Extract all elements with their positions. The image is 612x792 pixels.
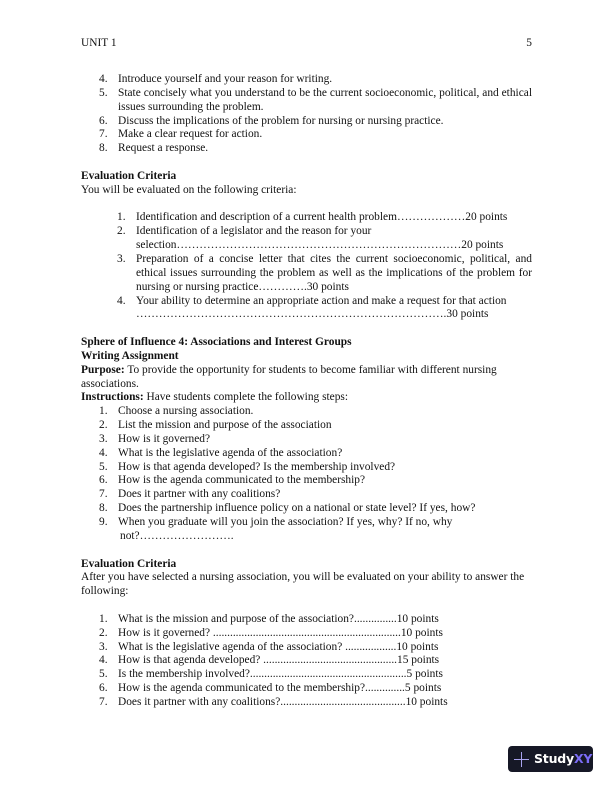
- plus-icon: [514, 752, 529, 767]
- section-heading-evaluation-criteria: Evaluation Criteria: [81, 169, 177, 182]
- section-heading-evaluation-criteria-2: Evaluation Criteria: [81, 557, 177, 570]
- page-content: [81, 73, 532, 710]
- evaluation-criteria-list-2: [81, 613, 532, 710]
- evaluation-intro-2: After you have selected a nursing association, you will be evaluated on your ability to answer the following:: [81, 571, 525, 598]
- list-item: 9. When you graduate will you join the association? If yes, why? If no, why not?…………………….: [99, 516, 453, 542]
- list-item: 7. Does it partner with any coalitions?............................................10 points: [99, 695, 448, 708]
- list-item: 4. Introduce yourself and your reason for writing.: [99, 73, 333, 85]
- running-title: UNIT 1: [81, 37, 117, 49]
- list-item: 3. What is the legislative agenda of the association? ..................10 points: [99, 640, 439, 653]
- list-item: 2. List the mission and purpose of the association: [99, 419, 332, 432]
- studyxy-watermark-badge[interactable]: [508, 746, 593, 772]
- list-item: 6. How is the agenda communicated to the membership?..............5 points: [99, 682, 442, 695]
- page-number: 5: [526, 37, 532, 49]
- brand-name: Study: [534, 751, 574, 767]
- list-item: 4. Your ability to determine an appropriate action and make a request for that action ……………………………………………………………………….30 points: [117, 294, 507, 321]
- list-item: 1. Choose a nursing association.: [99, 405, 254, 418]
- purpose-text: To provide the opportunity for students to become familiar with different nursing associations.: [81, 363, 497, 390]
- letter-steps-list: [81, 73, 532, 156]
- list-item: 3. Preparation of a concise letter that cites the current socioeconomic, political, and ethical issues surrounding the problem as well as the implications of the problem for nursing or nursing practice………….30 points: [117, 252, 532, 293]
- section-subtitle-writing-assignment: Writing Assignment: [81, 349, 179, 362]
- list-item: 2. Identification of a legislator and the reason for your selection…………………………………………………………………20 points: [117, 225, 504, 252]
- list-item: 7. Does it partner with any coalitions?: [99, 488, 281, 501]
- list-item: 6. Discuss the implications of the problem for nursing or nursing practice.: [99, 114, 444, 127]
- list-item: 2. How is it governed? ..................................................................10 points: [99, 626, 443, 639]
- list-item: 8. Request a response.: [99, 142, 209, 155]
- evaluation-criteria-list: [81, 211, 532, 322]
- list-item: 7. Make a clear request for action.: [99, 128, 263, 141]
- instructions-label: Instructions:: [81, 391, 144, 404]
- list-item: 4. What is the legislative agenda of the association?: [99, 446, 343, 459]
- list-item: 5. State concisely what you understand to be the current socioeconomic, political, and ethical issues surrounding the problem.: [99, 86, 532, 113]
- list-item: 5. Is the membership involved?.......................................................5 points: [99, 668, 443, 681]
- brand-accent: XY: [573, 751, 593, 767]
- list-item: 5. How is that agenda developed? Is the membership involved?: [99, 460, 396, 473]
- list-item: 6. How is the agenda communicated to the membership?: [99, 474, 366, 487]
- list-item: 1. Identification and description of a current health problem………………20 points: [117, 211, 508, 224]
- list-item: 4. How is that agenda developed? ...............................................15 points: [99, 654, 440, 667]
- association-steps-list: [81, 405, 532, 543]
- list-item: 3. How is it governed?: [99, 432, 211, 445]
- instructions-text: Have students complete the following steps:: [143, 391, 349, 404]
- instructions-paragraph: [81, 391, 532, 405]
- section-title-sphere-4: Sphere of Influence 4: Associations and Interest Groups: [81, 336, 352, 349]
- purpose-paragraph: [81, 364, 532, 392]
- evaluation-intro: You will be evaluated on the following criteria:: [81, 183, 297, 196]
- purpose-label: Purpose:: [81, 363, 125, 376]
- list-item: 1. What is the mission and purpose of the association?...............10 points: [99, 612, 439, 625]
- list-item: 8. Does the partnership influence policy on a national or state level? If yes, how?: [99, 502, 476, 515]
- page-header: [81, 37, 532, 51]
